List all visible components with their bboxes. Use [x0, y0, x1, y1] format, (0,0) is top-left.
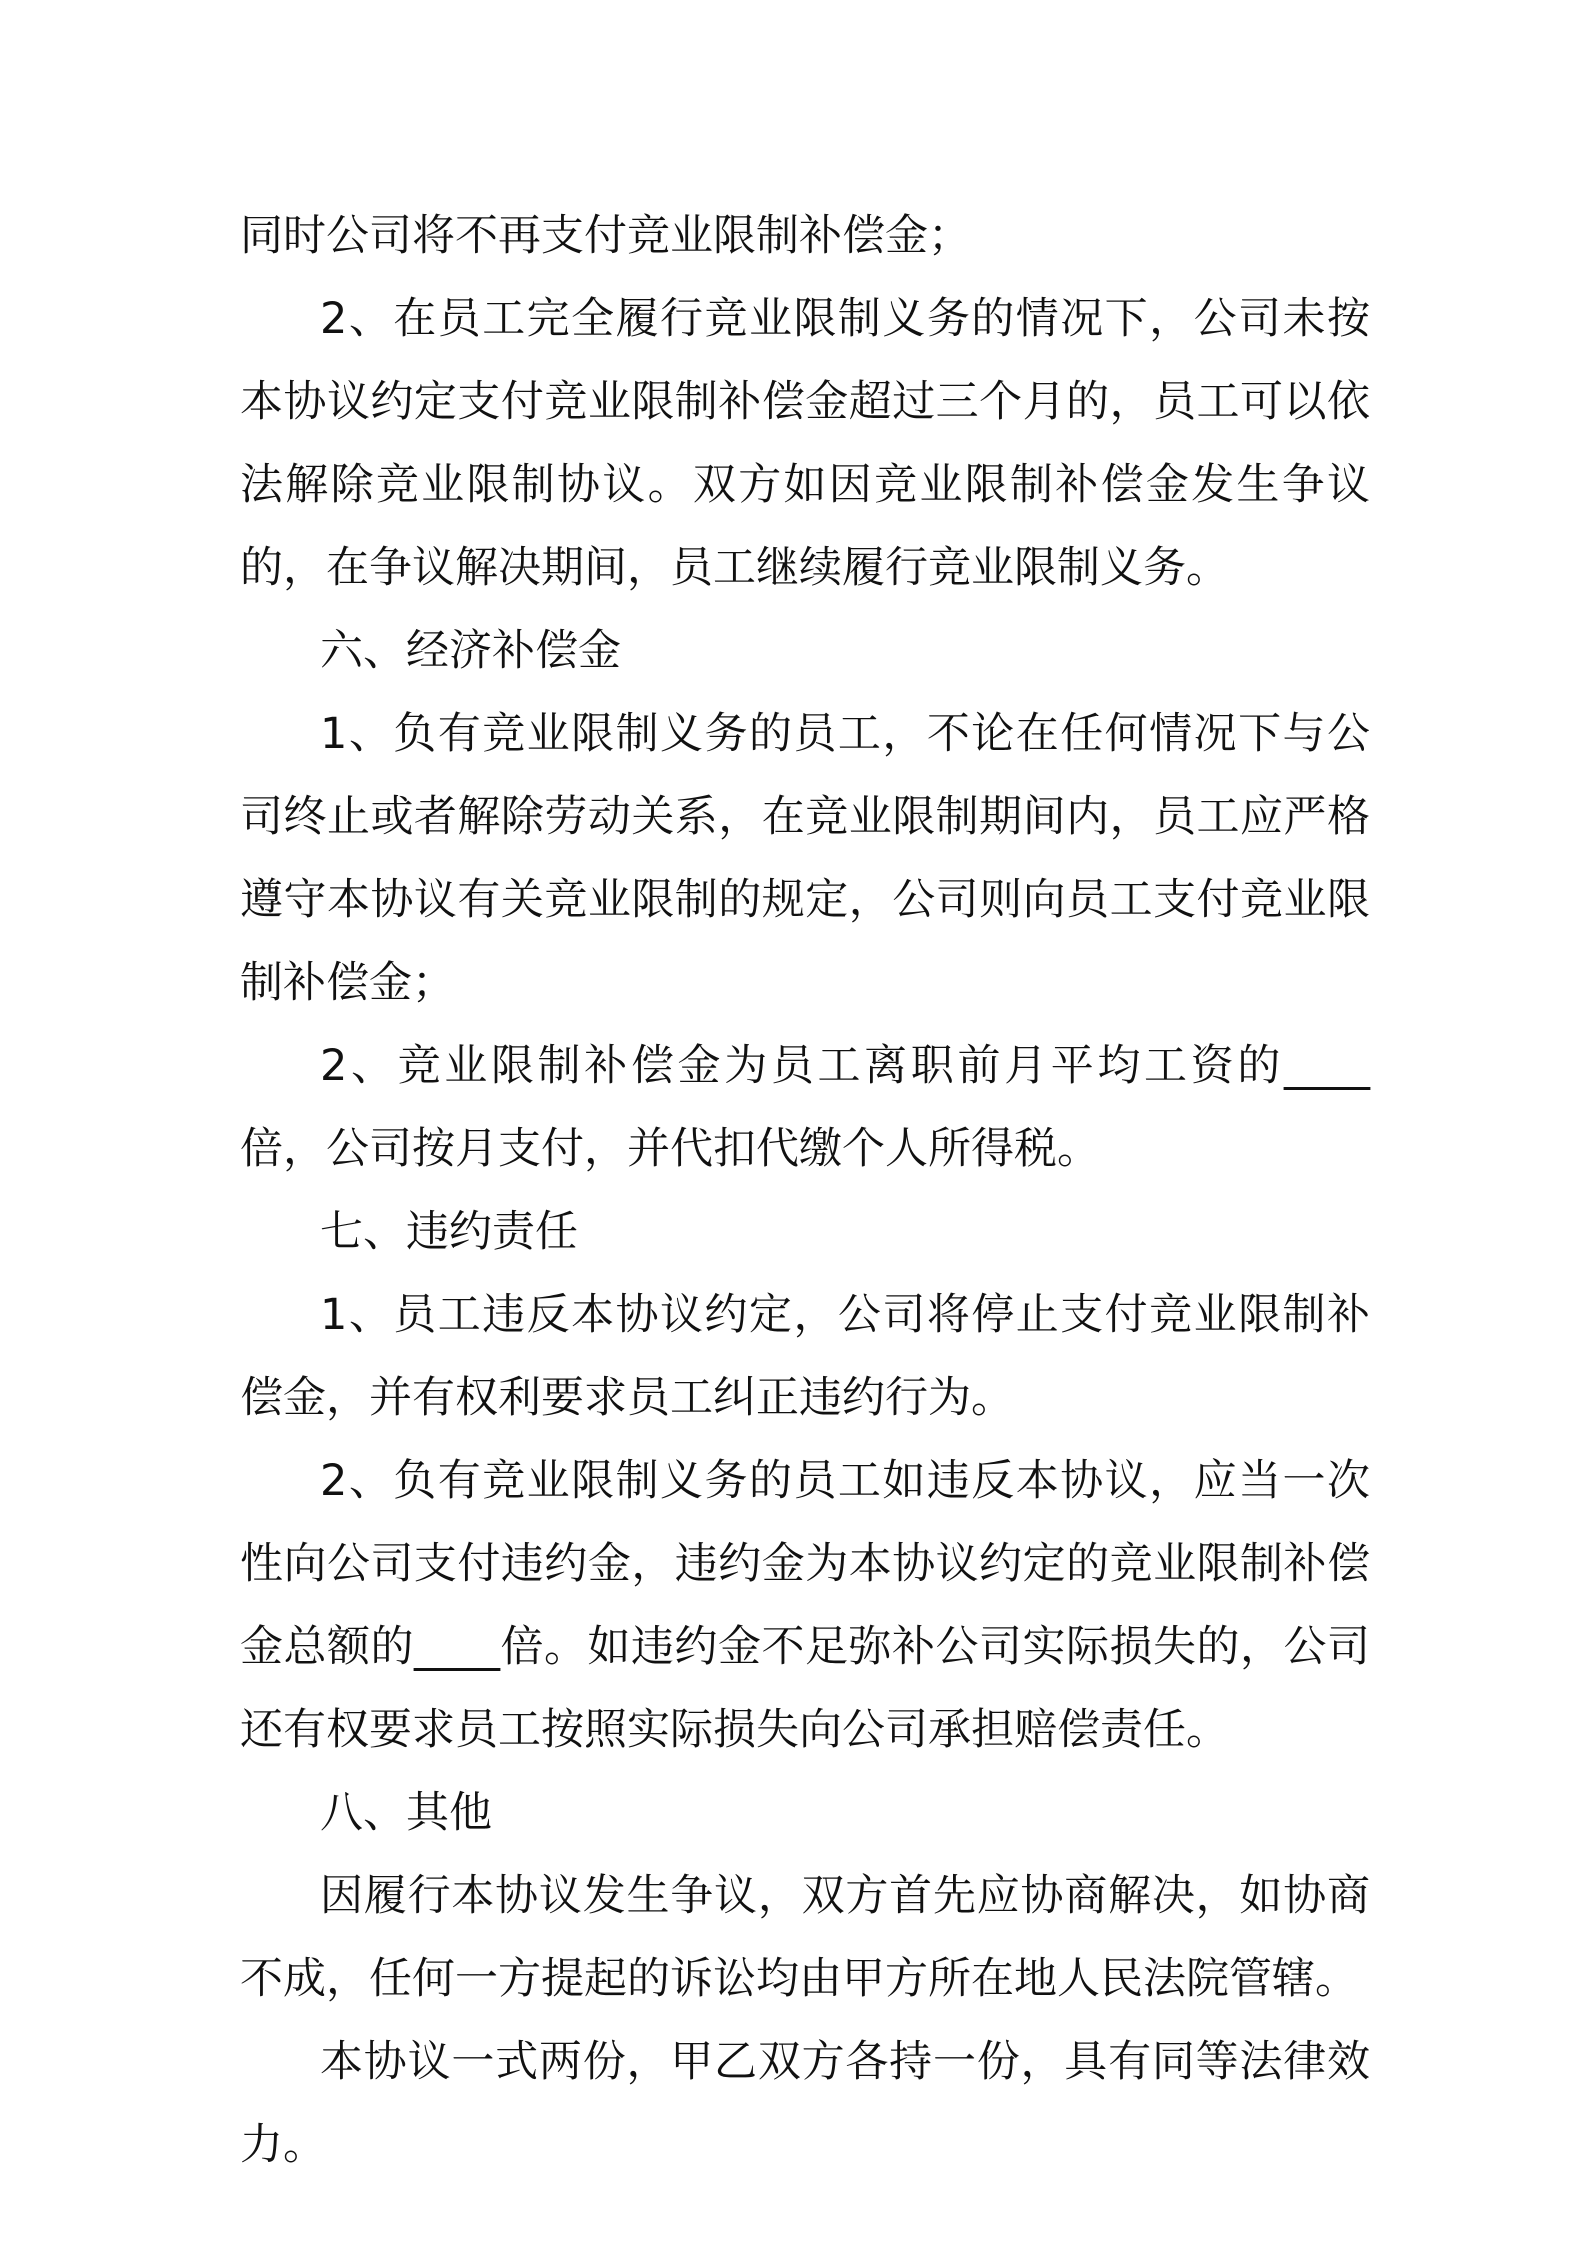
section-heading-8: 八、其他 — [320, 1788, 492, 1838]
paragraph-7-1: 1、员工违反本协议约定，公司将停止支付竞业限制补偿金，并有权利要求员工纠正违约行为。 — [240, 1290, 1370, 1423]
document-body — [240, 195, 1370, 2187]
section-heading-7: 七、违约责任 — [320, 1207, 578, 1257]
section-heading-6: 六、经济补偿金 — [320, 626, 621, 676]
paragraph-continuation: 同时公司将不再支付竞业限制补偿金； — [240, 211, 971, 261]
paragraph-6-1: 1、负有竞业限制义务的员工，不论在任何情况下与公司终止或者解除劳动关系，在竞业限制期间内，员工应严格遵守本协议有关竞业限制的规定，公司则向员工支付竞业限制补偿金； — [240, 709, 1370, 1008]
paragraph-8-1: 因履行本协议发生争议，双方首先应协商解决，如协商不成，任何一方提起的诉讼均由甲方所在地人民法院管辖。 — [240, 1871, 1370, 2004]
paragraph-6-2: 2、竞业限制补偿金为员工离职前月平均工资的____倍，公司按月支付，并代扣代缴个人所得税。 — [240, 1041, 1370, 1174]
paragraph-8-2: 本协议一式两份，甲乙双方各持一份，具有同等法律效力。 — [240, 2037, 1370, 2170]
paragraph-7-2: 2、负有竞业限制义务的员工如违反本协议，应当一次性向公司支付违约金，违约金为本协议约定的竞业限制补偿金总额的____倍。如违约金不足弥补公司实际损失的，公司还有权要求员工按照实际损失向公司承担赔偿责任。 — [240, 1456, 1370, 1755]
paragraph-5-2: 2、在员工完全履行竞业限制义务的情况下，公司未按本协议约定支付竞业限制补偿金超过三个月的，员工可以依法解除竞业限制协议。双方如因竞业限制补偿金发生争议的，在争议解决期间，员工继续履行竞业限制义务。 — [240, 294, 1370, 593]
